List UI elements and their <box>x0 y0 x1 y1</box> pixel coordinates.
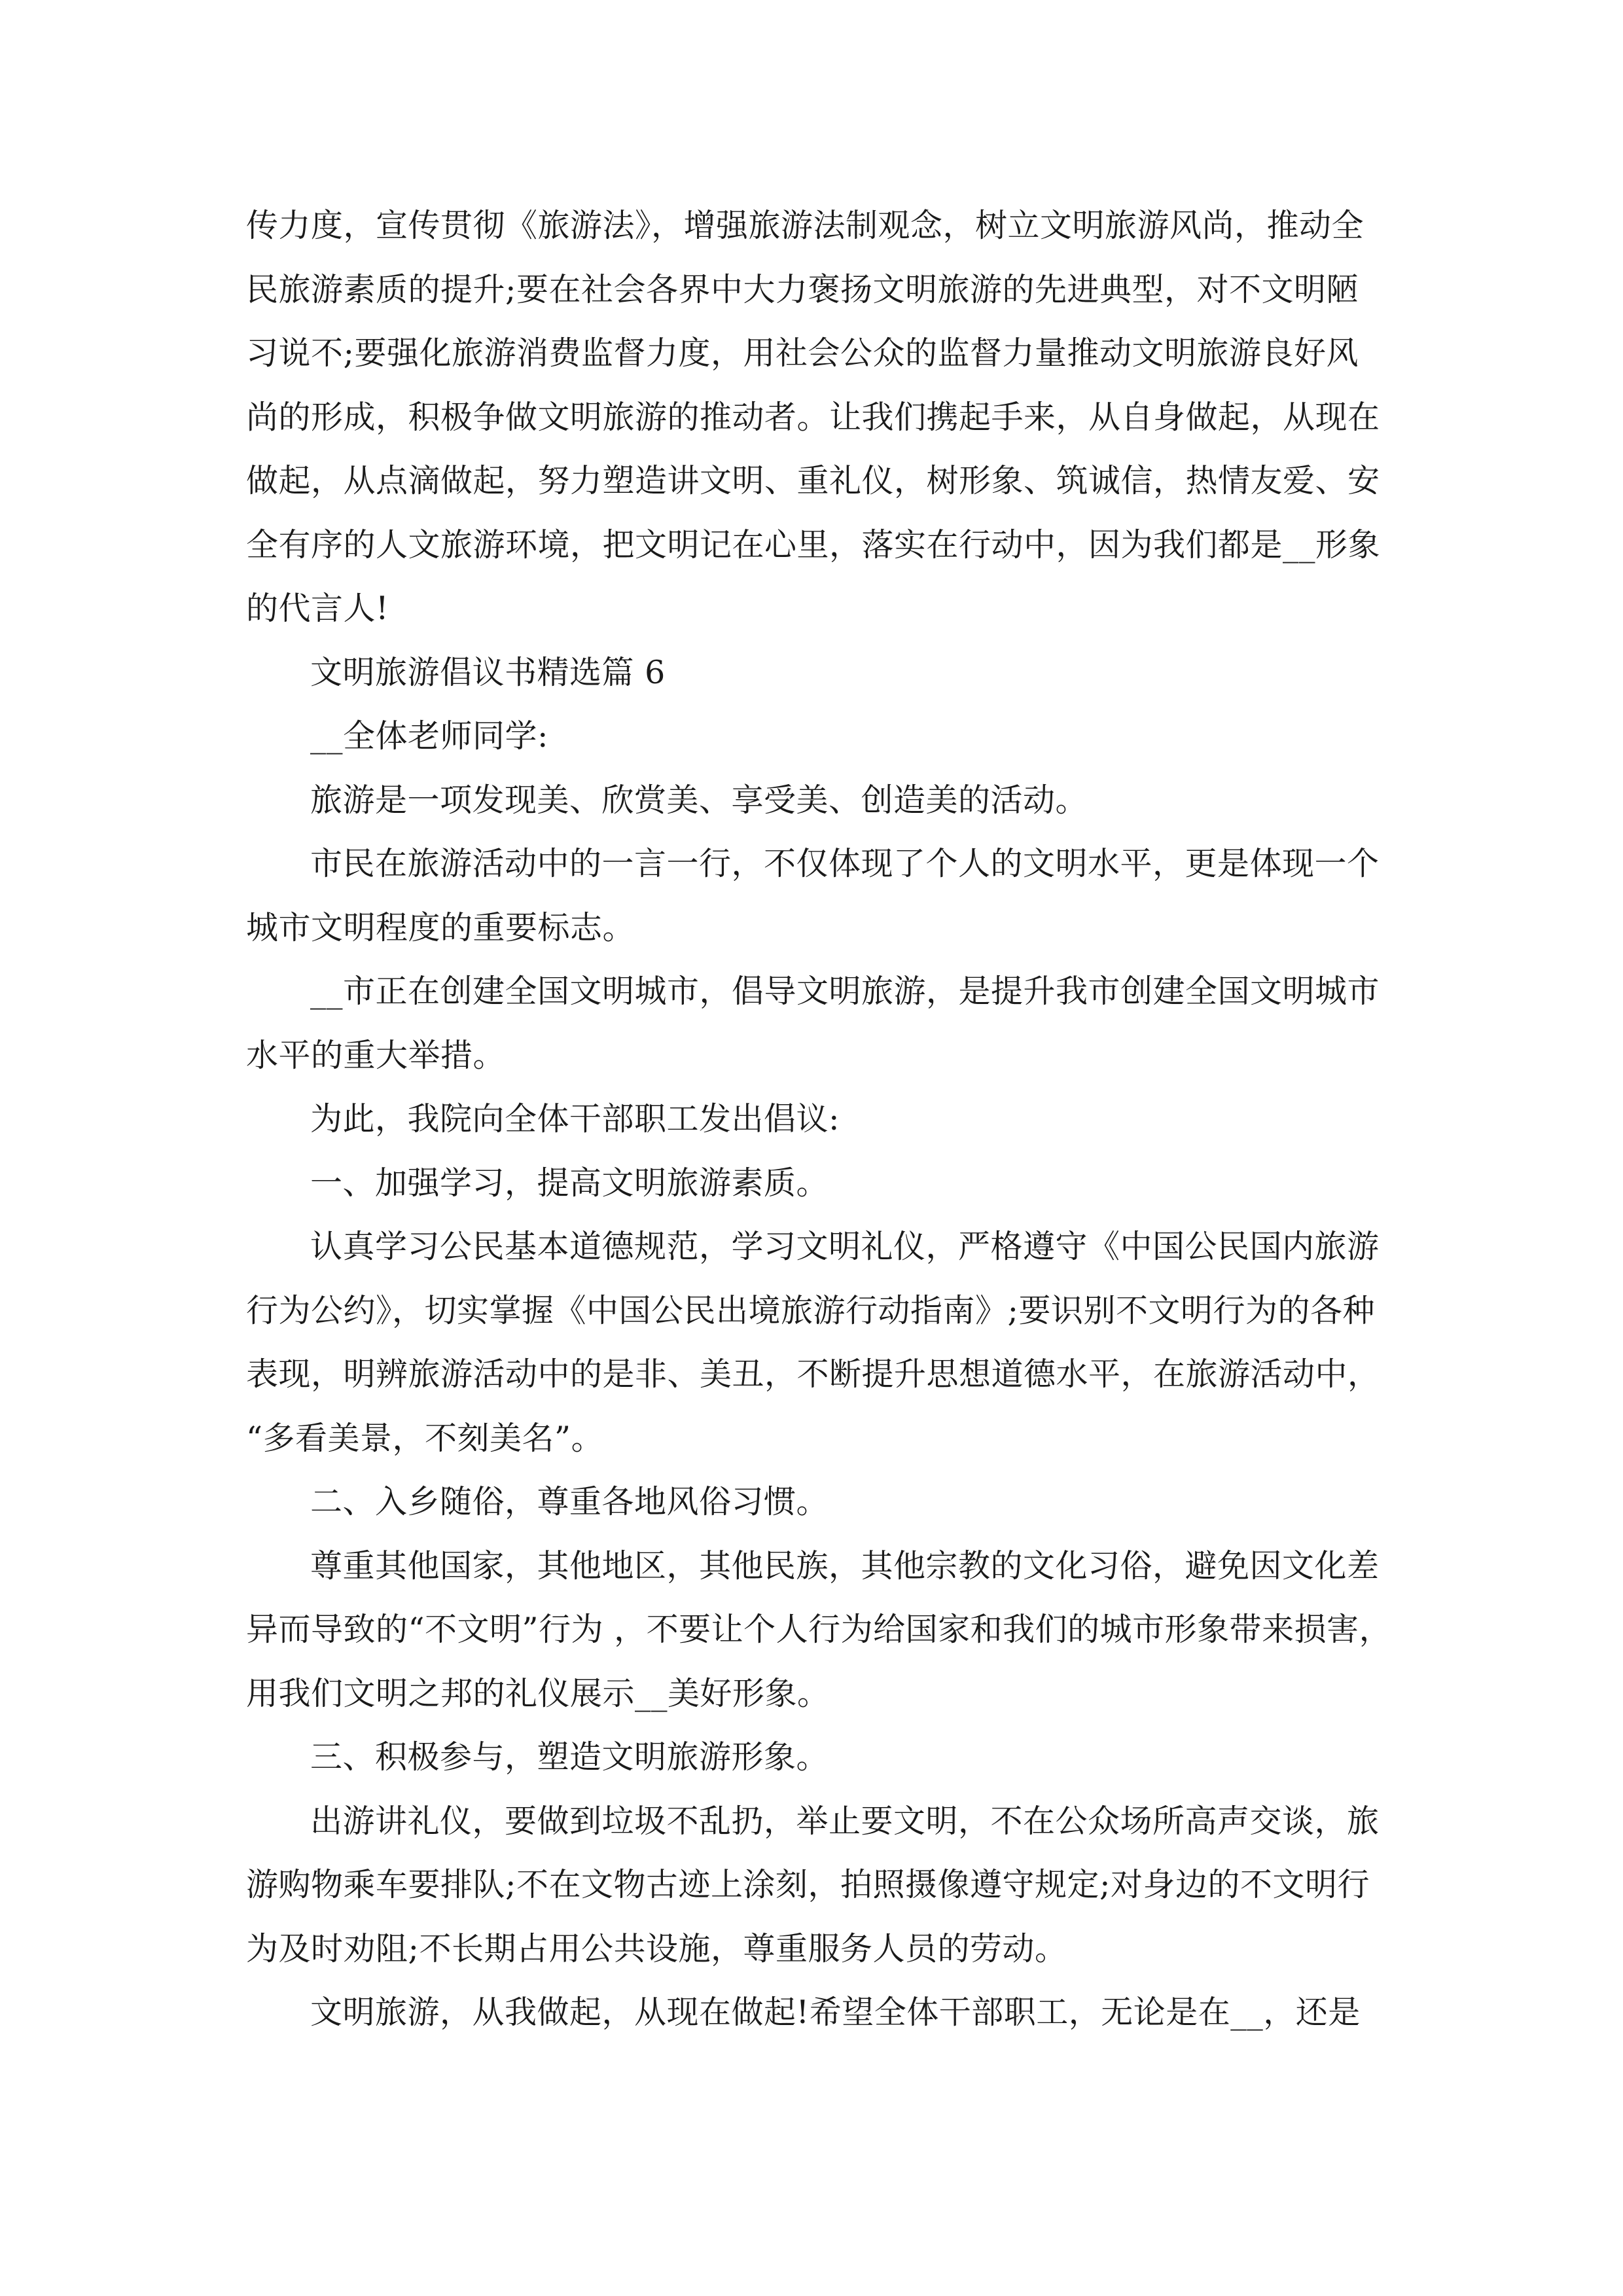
text-line: 出游讲礼仪，要做到垃圾不乱扔，举止要文明，不在公众场所高声交谈，旅 <box>310 1802 1380 1840</box>
text-line: 市民在旅游活动中的一言一行，不仅体现了个人的文明水平，更是体现一个 <box>310 845 1380 882</box>
text-line: 认真学习公民基本道德规范，学习文明礼仪，严格遵守《中国公民国内旅游 <box>310 1228 1380 1265</box>
text-line: 旅游是一项发现美、欣赏美、享受美、创造美的活动。 <box>310 781 1088 819</box>
text-line: 为及时劝阻;不长期占用公共设施，尊重服务人员的劳动。 <box>246 1929 1067 1967</box>
text-line: 文明旅游，从我做起，从现在做起!希望全体干部职工，无论是在__，还是 <box>310 1994 1361 2031</box>
document-page <box>246 194 1392 2045</box>
text-line: “多看美景，不刻美名”。 <box>246 1419 604 1457</box>
text-line: 游购物乘车要排队;不在文物古迹上涂刻，拍照摄像遵守规定;对身边的不文明行 <box>246 1866 1370 1903</box>
text-line: 全有序的人文旅游环境，把文明记在心里，落实在行动中，因为我们都是__形象 <box>246 526 1381 564</box>
text-line: __市正在创建全国文明城市，倡导文明旅游，是提升我市创建全国文明城市 <box>310 973 1380 1010</box>
section-heading: 文明旅游倡议书精选篇 6 <box>310 653 666 691</box>
salutation: __全体老师同学: <box>310 717 549 755</box>
item-heading: 一、加强学习，提高文明旅游素质。 <box>310 1164 829 1202</box>
text-line: 做起，从点滴做起，努力塑造讲文明、重礼仪，树形象、筑诚信，热情友爱、安 <box>246 462 1380 499</box>
text-line: 习说不;要强化旅游消费监督力度，用社会公众的监督力量推动文明旅游良好风 <box>246 334 1359 372</box>
text-line: 异而导致的“不文明”行为 ，不要让个人行为给国家和我们的城市形象带来损害， <box>246 1611 1392 1648</box>
text-line: 城市文明程度的重要标志。 <box>246 908 635 946</box>
text-line: 民旅游素质的提升;要在社会各界中大力褒扬文明旅游的先进典型，对不文明陋 <box>246 270 1359 308</box>
text-line: 尊重其他国家，其他地区，其他民族，其他宗教的文化习俗，避免因文化差 <box>310 1547 1380 1585</box>
item-heading: 三、积极参与，塑造文明旅游形象。 <box>310 1738 829 1776</box>
text-line: 传力度，宣传贯彻《旅游法》，增强旅游法制观念，树立文明旅游风尚，推动全 <box>246 207 1364 244</box>
text-line: 尚的形成，积极争做文明旅游的推动者。让我们携起手来，从自身做起，从现在 <box>246 398 1380 436</box>
text-line: 为此，我院向全体干部职工发出倡议: <box>310 1100 840 1138</box>
text-line: 表现，明辨旅游活动中的是非、美丑，不断提升思想道德水平，在旅游活动中， <box>246 1355 1380 1393</box>
item-heading: 二、入乡随俗，尊重各地风俗习惯。 <box>310 1483 829 1520</box>
text-line: 行为公约》，切实掌握《中国公民出境旅游行动指南》;要识别不文明行为的各种 <box>246 1291 1376 1329</box>
text-line: 水平的重大举措。 <box>246 1036 506 1074</box>
text-line: 的代言人! <box>246 590 389 627</box>
text-line: 用我们文明之邦的礼仪展示__美好形象。 <box>246 1674 830 1712</box>
